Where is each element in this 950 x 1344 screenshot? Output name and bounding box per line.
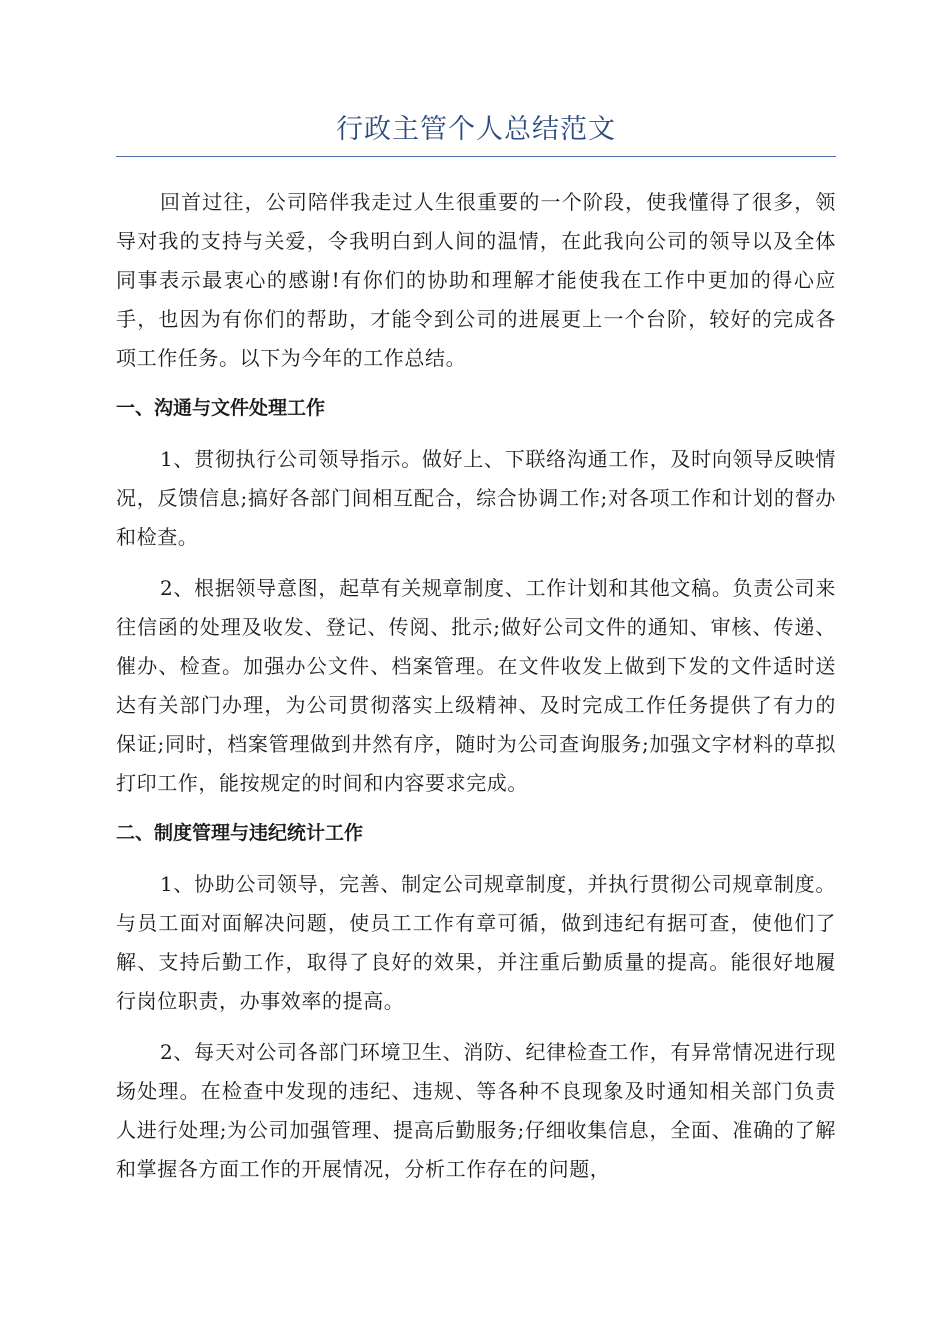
section-2-paragraph-1: 1、协助公司领导，完善、制定公司规章制度，并执行贯彻公司规章制度。与员工面对面解决问题，使员工工作有章可循，做到违纪有据可查，使他们了解、支持后勤工作，取得了良好的效果，并注重后勤质量的提高。能很好地履行岗位职责，办事效率的提高。	[116, 872, 836, 1013]
section-heading-communication: 一、沟通与文件处理工作	[116, 397, 326, 419]
title-underline	[116, 156, 836, 157]
section-2-paragraph-2: 2、每天对公司各部门环境卫生、消防、纪律检查工作，有异常情况进行现场处理。在检查中发现的违纪、违规、等各种不良现象及时通知相关部门负责人进行处理;为公司加强管理、提高后勤服务;仔细收集信息，全面、准确的了解和掌握各方面工作的开展情况，分析工作存在的问题，	[116, 1040, 836, 1181]
intro-paragraph: 回首过往，公司陪伴我走过人生很重要的一个阶段，使我懂得了很多，领导对我的支持与关爱，令我明白到人间的温情，在此我向公司的领导以及全体同事表示最衷心的感谢!有你们的协助和理解才能使我在工作中更加的得心应手，也因为有你们的帮助，才能令到公司的进展更上一个台阶，较好的完成各项工作任务。以下为今年的工作总结。	[116, 190, 836, 370]
section-1-paragraph-1: 1、贯彻执行公司领导指示。做好上、下联络沟通工作，及时向领导反映情况，反馈信息;搞好各部门间相互配合，综合协调工作;对各项工作和计划的督办和检查。	[116, 447, 836, 549]
document-title: 行政主管个人总结范文	[336, 114, 616, 145]
section-heading-rules: 二、制度管理与违纪统计工作	[116, 822, 364, 844]
section-1-paragraph-2: 2、根据领导意图，起草有关规章制度、工作计划和其他文稿。负责公司来往信函的处理及收发、登记、传阅、批示;做好公司文件的通知、审核、传递、催办、检查。加强办公文件、档案管理。在文件收发上做到下发的文件适时送达有关部门办理，为公司贯彻落实上级精神、及时完成工作任务提供了有力的保证;同时，档案管理做到井然有序，随时为公司查询服务;加强文字材料的草拟打印工作，能按规定的时间和内容要求完成。	[116, 576, 836, 795]
document-page	[116, 110, 836, 1201]
